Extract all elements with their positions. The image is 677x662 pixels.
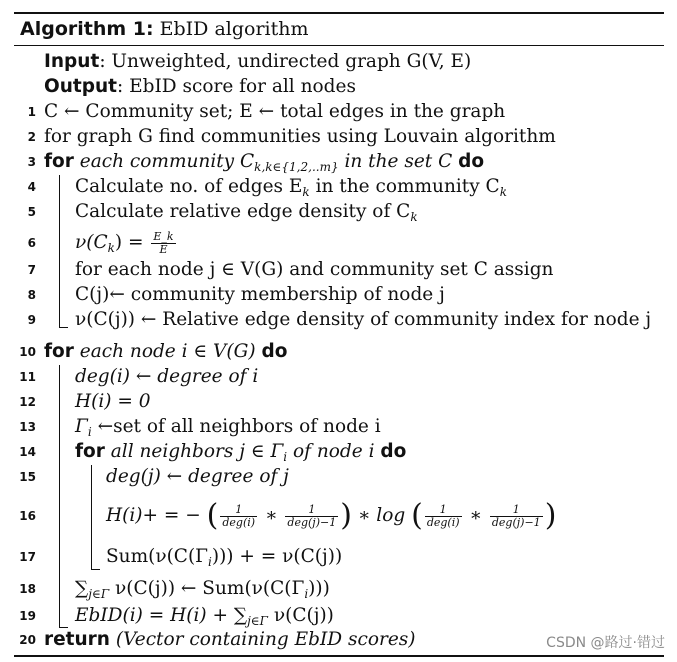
line-text: for graph G find communities using Louvain algorithm [44, 126, 556, 147]
algo-line-3 [14, 150, 664, 174]
line-number: 4 [27, 180, 36, 194]
line-text: H(i)+ = − [106, 505, 201, 526]
line-text-post: ))) + = ν(C(j)) [211, 546, 343, 567]
line-text-post: ←set of all neighbors of node i [91, 416, 381, 437]
line-number: 19 [19, 609, 36, 623]
algo-line-13 [14, 415, 664, 439]
title-rule [14, 45, 664, 46]
for-keyword: for [44, 341, 74, 362]
open-paren: ( [411, 498, 423, 533]
line-number: 6 [27, 236, 36, 250]
fraction-denominator: deg(j)−1 [287, 515, 337, 529]
do-keyword: do [261, 341, 288, 362]
line-subscript: j∈Γ [88, 587, 110, 601]
line-subscript: i [208, 555, 212, 569]
fraction [490, 504, 543, 529]
fraction-denominator: deg(i) [222, 515, 256, 529]
algo-line-12 [14, 390, 664, 414]
line-text: for each node j ∈ V(G) and community set C assign [75, 259, 554, 280]
do-keyword: do [380, 441, 407, 462]
line-text-post: in the set C [338, 151, 459, 172]
line-text-2: ))) [308, 578, 330, 599]
line-subscript-2: i [304, 587, 309, 601]
line-text-2: ) = [114, 232, 150, 253]
line-number: 1 [27, 105, 36, 119]
output-label: Output [44, 76, 117, 97]
for-keyword: for [75, 441, 105, 462]
sum-symbol: ∑ [233, 605, 248, 626]
algo-line-1 [14, 100, 664, 124]
fraction-numerator: 1 [425, 504, 462, 517]
algo-line-18 [14, 577, 664, 601]
line-text: each node i ∈ V(G) [73, 341, 262, 362]
line-subscript: k,k∈{1,2,..m} [254, 160, 339, 174]
algo-line-16 [14, 496, 664, 536]
return-keyword: return [44, 629, 110, 650]
algorithm-label: Algorithm 1: [20, 18, 154, 40]
line-number: 13 [19, 420, 36, 434]
top-rule [14, 12, 664, 14]
fraction [151, 231, 175, 256]
line-text: C ← Community set; E ← total edges in the graph [44, 101, 506, 122]
operator: ∗ [469, 505, 482, 526]
line-text-2: in the community C [309, 176, 500, 197]
algo-line-9 [14, 308, 664, 332]
algorithm-box [14, 12, 664, 657]
algo-line-4 [14, 175, 664, 199]
line-text: deg(j) ← degree of j [106, 466, 289, 487]
line-number: 15 [19, 470, 36, 484]
line-subscript: k [302, 185, 310, 199]
close-paren: ) [544, 498, 557, 533]
line-number: 7 [27, 263, 36, 277]
close-paren: ) [340, 498, 352, 533]
line-number: 3 [27, 155, 36, 169]
fraction-numerator: 1 [285, 504, 338, 517]
line-text: Calculate relative edge density of C [75, 201, 411, 222]
line-subscript: i [87, 425, 92, 439]
line-number: 18 [19, 582, 36, 596]
open-paren: ( [206, 498, 219, 533]
algo-line-11 [14, 365, 664, 389]
line-number: 12 [19, 395, 36, 409]
output-line [14, 75, 664, 99]
watermark: CSDN @路过·错过 [546, 635, 665, 651]
line-number: 17 [19, 550, 36, 564]
line-subscript: k [410, 210, 418, 224]
input-line [14, 50, 664, 74]
line-text: ν(C(j)) ← Relative edge density of community index for node j [75, 309, 652, 330]
line-number: 2 [27, 130, 36, 144]
fraction-denominator: deg(j)−1 [491, 515, 541, 529]
line-text: Γ [75, 416, 88, 437]
line-subscript: i [283, 450, 288, 464]
algo-line-14 [14, 440, 664, 464]
fraction [425, 504, 462, 529]
line-number: 11 [19, 370, 36, 384]
log-operator: ∗ log [357, 505, 406, 526]
algorithm-title [20, 16, 309, 42]
for-keyword: for [44, 151, 74, 172]
line-text: C(j)← community membership of node j [75, 284, 445, 305]
operator: ∗ [264, 505, 278, 526]
line-subscript: k [107, 241, 115, 255]
input-label: Input [44, 51, 100, 72]
line-subscript-2: k [499, 185, 507, 199]
line-number: 10 [19, 345, 36, 359]
inner-loop-bar-end [91, 569, 100, 570]
algo-line-2 [14, 125, 664, 149]
algo-line-19 [14, 604, 664, 628]
fraction-numerator: 1 [220, 504, 257, 517]
line-text: ν(C [75, 232, 108, 253]
algo-line-10 [14, 340, 664, 364]
line-text: all neighbors j ∈ Γ [104, 441, 284, 462]
fraction [220, 504, 257, 529]
line-number: 5 [27, 205, 36, 219]
line-text: Calculate no. of edges E [75, 176, 303, 197]
line-number: 16 [19, 509, 36, 523]
line-text-post: of node i [287, 441, 381, 462]
line-number: 8 [27, 288, 36, 302]
algo-line-7 [14, 258, 664, 282]
algo-line-5 [14, 200, 664, 224]
line-text: Sum(ν(C(Γ [106, 546, 209, 567]
algo-line-8 [14, 283, 664, 307]
algo-line-17 [14, 545, 664, 569]
fraction-denominator: deg(i) [426, 515, 460, 529]
line-text-post: ν(C(j)) [268, 605, 334, 626]
input-text: : Unweighted, undirected graph G(V, E) [99, 51, 472, 72]
line-text: H(i) = 0 [75, 391, 151, 412]
fraction-numerator: 1 [490, 504, 543, 517]
line-text: deg(i) ← degree of i [75, 366, 259, 387]
line-subscript: j∈Γ [247, 614, 269, 628]
fraction-numerator: E_k [153, 229, 174, 243]
sum-symbol: ∑ [75, 578, 89, 599]
line-text: EbID(i) = H(i) + [75, 605, 234, 626]
line-text: (Vector containing EbID scores) [109, 629, 416, 650]
line-text: each community C [79, 151, 255, 172]
do-keyword: do [458, 151, 485, 172]
algo-line-6 [14, 228, 664, 258]
algo-line-15 [14, 465, 664, 489]
line-text: ν(C(j)) ← Sum(ν(C(Γ [109, 578, 305, 599]
algorithm-name: EbID algorithm [159, 18, 309, 40]
fraction [285, 504, 338, 529]
fraction-denominator: E [159, 242, 168, 256]
line-number: 9 [27, 313, 36, 327]
line-number: 14 [19, 445, 36, 459]
bottom-rule [14, 655, 664, 657]
line-number: 20 [19, 633, 36, 647]
output-text: : EbID score for all nodes [117, 76, 356, 97]
